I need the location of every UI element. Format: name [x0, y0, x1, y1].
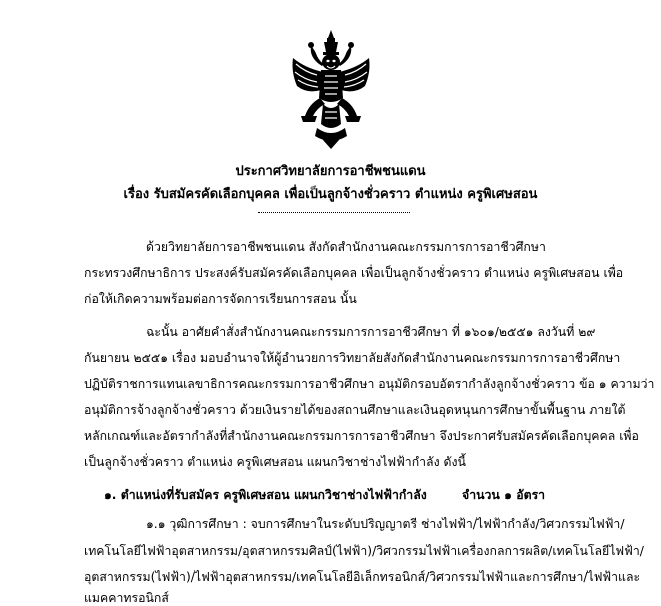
qualification-line-3: อุตสาหกรรม(ไฟฟ้า)/ไฟฟ้าอุตสาหกรรม/เทคโนโลยีอิเล็กทรอนิกส์/วิศวกรรมไฟฟ้าและการศึกษา/ไฟฟ้าและ — [84, 570, 641, 584]
qualification-line-1: ๑.๑ วุฒิการศึกษา : จบการศึกษาในระดับปริญญาตรี ช่างไฟฟ้า/ไฟฟ้ากำลัง/วิศวกรรมไฟฟ้า/ — [146, 517, 625, 531]
paragraph-1-line-1: ด้วยวิทยาลัยการอาชีพชนแดน สังกัดสำนักงานคณะกรรมการการอาชีวศึกษา — [146, 240, 546, 254]
paragraph-2-line-5: หลักเกณฑ์และอัตรากำลังที่สำนักงานคณะกรรมการการอาชีวศึกษา จึงประกาศรับสมัครคัดเลือกบุคคล เพื่อ — [84, 429, 639, 443]
paragraph-2-line-3: ปฏิบัติราชการแทนเลขาธิการคณะกรรมการอาชีวศึกษา อนุมัติกรอบอัตรากำลังลูกจ้างชั่วคราว ข้อ ๑ ความว่า — [84, 377, 655, 391]
section-1-count: จำนวน ๑ อัตรา — [462, 488, 546, 502]
paragraph-2-line-6: เป็นลูกจ้างชั่วคราว ตำแหน่ง ครูพิเศษสอน แผนกวิชาช่างไฟฟ้ากำลัง ดังนี้ — [84, 455, 466, 469]
paragraph-2-line-2: กันยายน ๒๕๕๑ เรื่อง มอบอำนาจให้ผู้อำนวยการวิทยาลัยสังกัดสำนักงานคณะกรรมการการอาชีวศึกษา — [84, 351, 621, 365]
garuda-emblem-icon — [287, 28, 375, 150]
announcement-subject: เรื่อง รับสมัครคัดเลือกบุคคล เพื่อเป็นลูกจ้างชั่วคราว ตำแหน่ง ครูพิเศษสอน — [123, 187, 538, 202]
paragraph-1-line-3: ก่อให้เกิดความพร้อมต่อการจัดการเรียนการสอน นั้น — [84, 292, 357, 306]
paragraph-2-line-4: อนุมัติการจ้างลูกจ้างชั่วคราว ด้วยเงินรายได้ของสถานศึกษาและเงินอุดหนุนการศึกษาขั้นพื้นฐาน ภายใต้ — [84, 403, 626, 417]
announcement-title: ประกาศวิทยาลัยการอาชีพชนแดน — [235, 164, 426, 179]
qualification-line-2: เทคโนโลยีไฟฟ้าอุตสาหกรรม/อุตสาหกรรมศิลป์(ไฟฟ้า)/วิศวกรรมไฟฟ้าเครื่องกลการผลิต/เทคโนโลยีไฟฟ้า/ — [84, 544, 644, 558]
qualification-line-4: แมคคาทรอนิกส์ — [84, 591, 169, 605]
paragraph-1-line-2: กระทรวงศึกษาธิการ ประสงค์รับสมัครคัดเลือกบุคคล เพื่อเป็นลูกจ้างชั่วคราว ตำแหน่ง ครูพิเศษสอน เพื่อ — [84, 266, 624, 280]
separator-line — [258, 212, 410, 213]
paragraph-2-line-1: ฉะนั้น อาศัยคำสั่งสำนักงานคณะกรรมการการอาชีวศึกษา ที่ ๑๖๐๑/๒๕๕๑ ลงวันที่ ๒๙ — [146, 325, 596, 339]
section-1-heading: ๑. ตำแหน่งที่รับสมัคร ครูพิเศษสอน แผนกวิชาช่างไฟฟ้ากำลัง — [104, 488, 427, 502]
